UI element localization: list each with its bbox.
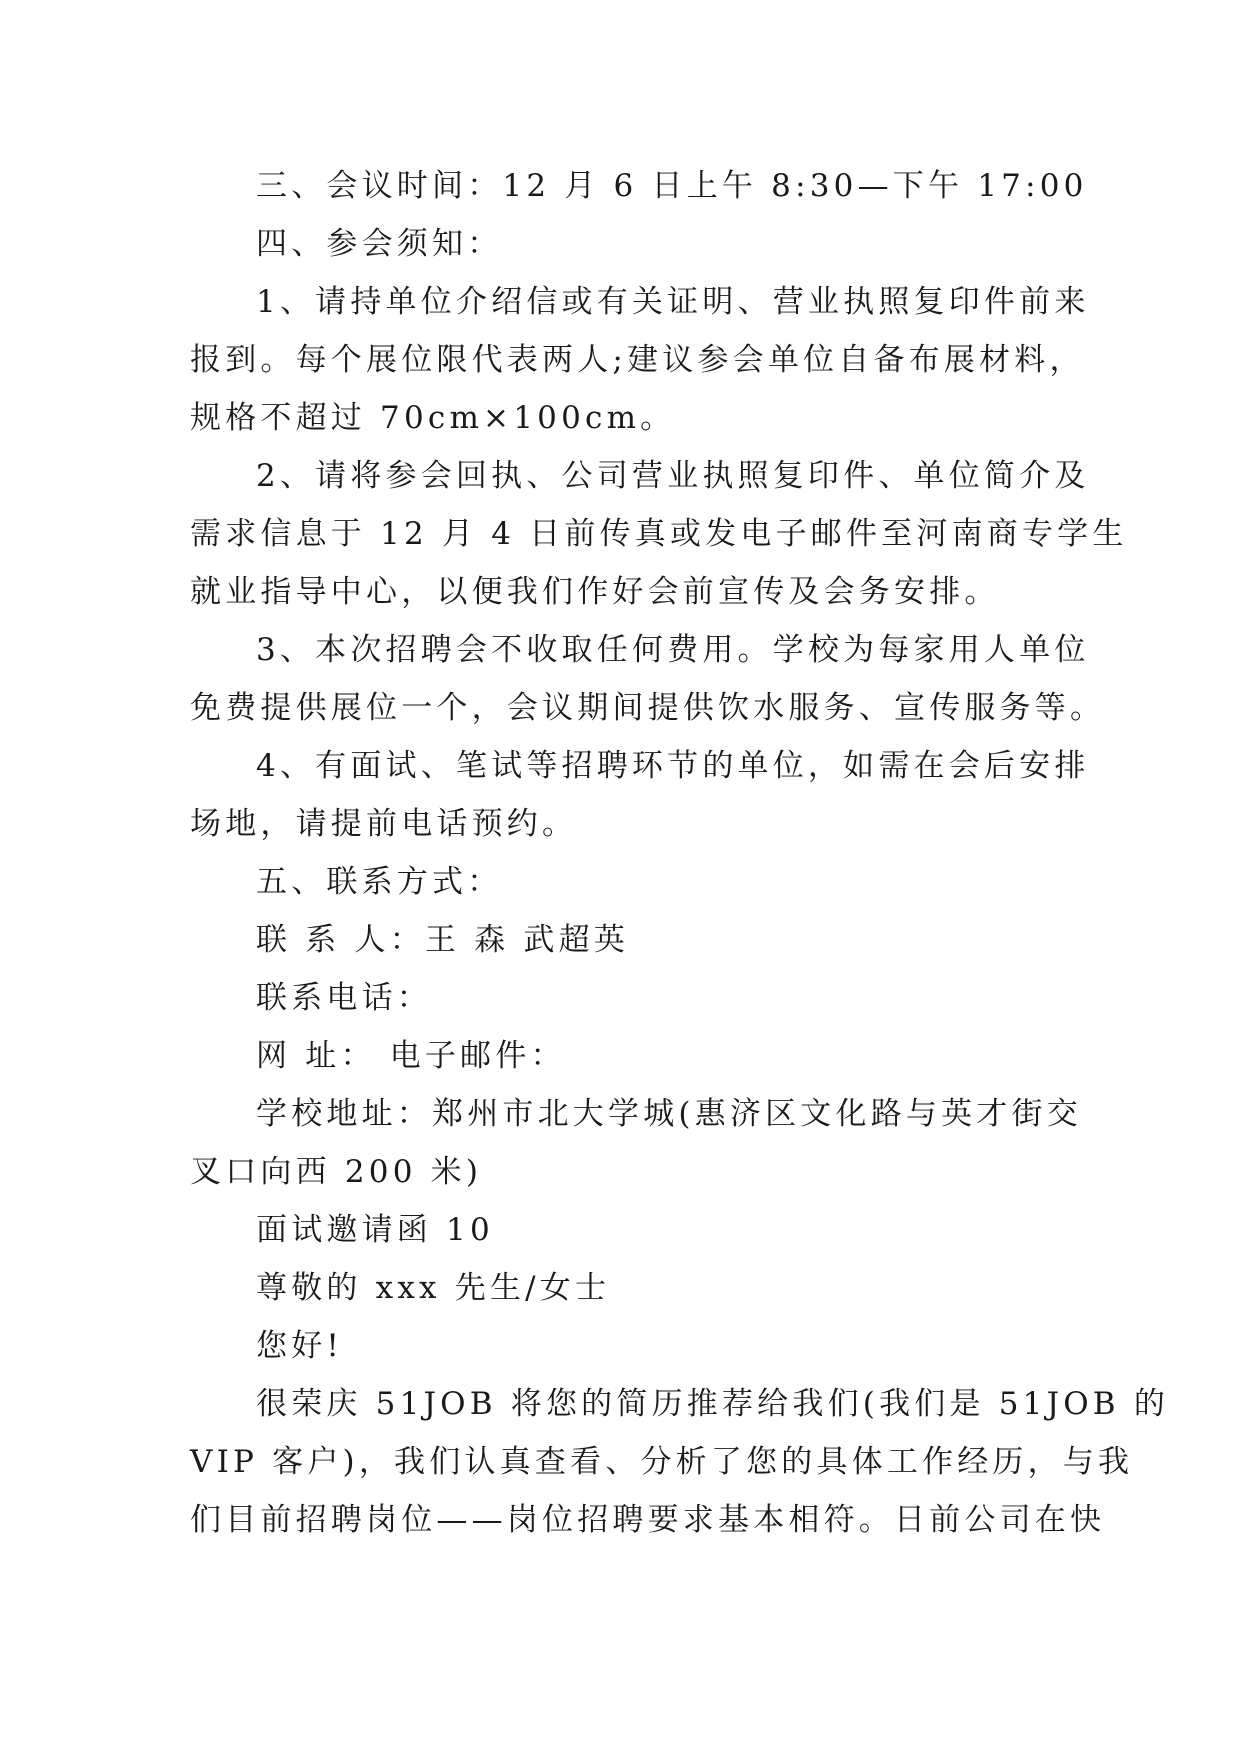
- notice-item-2-line-1: 2、请将参会回执、公司营业执照复印件、单位简介及: [256, 458, 1090, 494]
- notice-item-1-line-2: 报到。每个展位限代表两人;建议参会单位自备布展材料，: [190, 342, 1085, 378]
- meeting-time-line: 三、会议时间：12 月 6 日上午 8:30—下午 17:00: [256, 168, 1088, 204]
- letter-body-line-2: VIP 客户)，我们认真查看、分析了您的具体工作经历，与我: [190, 1444, 1134, 1480]
- notice-item-2-line-2: 需求信息于 12 月 4 日前传真或发电子邮件至河南商专学生: [190, 516, 1128, 552]
- notice-item-1-line-1: 1、请持单位介绍信或有关证明、营业执照复印件前来: [256, 284, 1090, 320]
- salutation: 尊敬的 xxx 先生/女士: [256, 1270, 611, 1306]
- notice-heading: 四、参会须知：: [256, 226, 503, 262]
- notice-item-2-line-3: 就业指导中心，以便我们作好会前宣传及会务安排。: [190, 574, 1000, 610]
- contact-web-email: 网 址： 电子邮件：: [256, 1038, 566, 1074]
- letter-body-line-1: 很荣庆 51JOB 将您的简历推荐给我们(我们是 51JOB 的: [256, 1386, 1170, 1422]
- notice-item-4-line-2: 场地，请提前电话预约。: [190, 806, 578, 842]
- contact-phone: 联系电话：: [256, 980, 432, 1016]
- section-title: 面试邀请函 10: [256, 1212, 494, 1248]
- greeting: 您好!: [256, 1328, 344, 1364]
- contact-person: 联 系 人：王 森 武超英: [256, 922, 630, 958]
- notice-item-1-line-3: 规格不超过 70cm×100cm。: [190, 400, 676, 436]
- notice-item-3-line-1: 3、本次招聘会不收取任何费用。学校为每家用人单位: [256, 632, 1090, 668]
- notice-item-3-line-2: 免费提供展位一个，会议期间提供饮水服务、宣传服务等。: [190, 690, 1106, 726]
- school-address-line-2: 叉口向西 200 米): [190, 1154, 483, 1190]
- notice-item-4-line-1: 4、有面试、笔试等招聘环节的单位，如需在会后安排: [256, 748, 1090, 784]
- school-address-line-1: 学校地址：郑州市北大学城(惠济区文化路与英才街交: [256, 1096, 1082, 1132]
- letter-body-line-3: 们目前招聘岗位——岗位招聘要求基本相符。日前公司在快: [190, 1502, 1106, 1538]
- contact-heading: 五、联系方式：: [256, 864, 503, 900]
